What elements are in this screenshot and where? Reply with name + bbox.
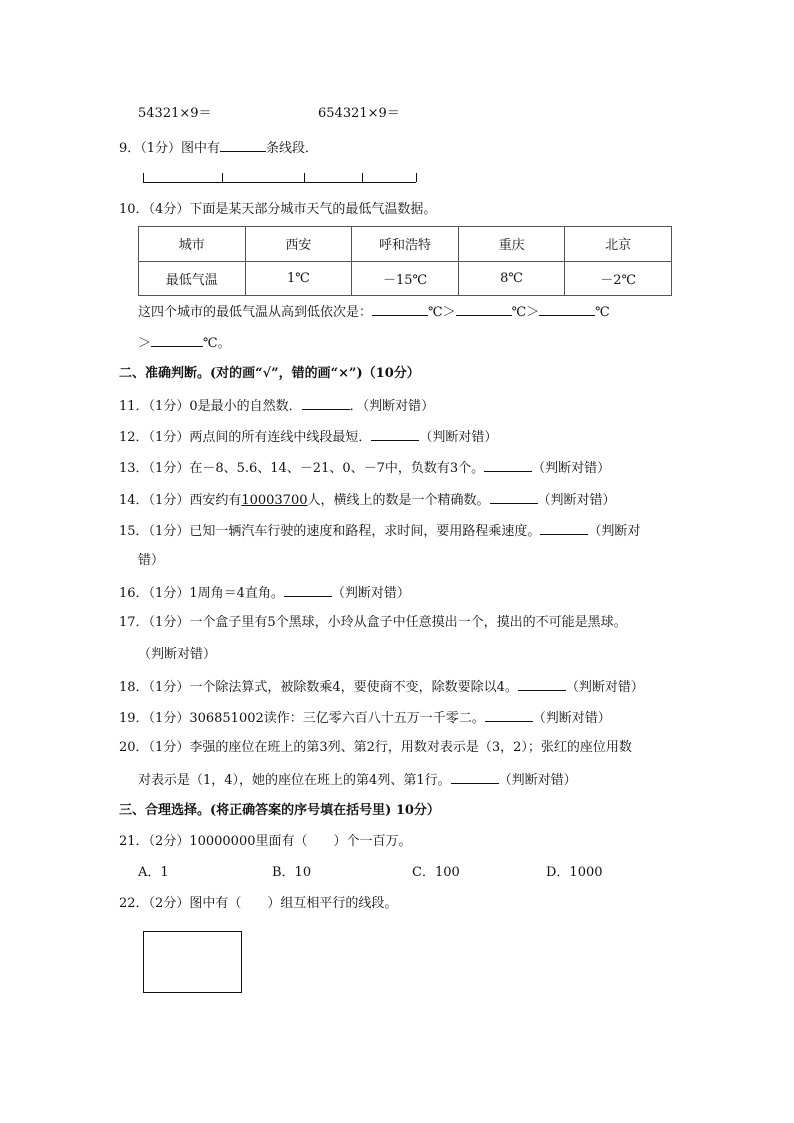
table-cell: 城市 [139, 227, 246, 262]
table-cell: 最低气温 [139, 261, 246, 296]
section-2-title: 二、准确判断。(对的画“√”，错的画“×”)（10分） [119, 366, 420, 381]
q15-text: 15．（1分）已知一辆汽车行驶的速度和路程，求时间，要用路程乘速度。 [119, 524, 541, 539]
q19-text: 19．（1分）306851002读作：三亿零六百八十五万一千零二。 [119, 711, 485, 726]
q21-option-d[interactable]: D．1000 [546, 865, 603, 880]
q14-answer-blank[interactable] [490, 490, 538, 504]
unit-text: ＞ [138, 336, 152, 351]
segment-tick [416, 173, 417, 182]
question-10: 10．（4分）下面是某天部分城市天气的最低气温数据。 [119, 202, 437, 217]
table-cell: 8℃ [458, 261, 565, 296]
expression-2: 654321×9＝ [318, 106, 400, 121]
question-18 [119, 677, 644, 697]
section-3-title: 三、合理选择。(将正确答案的序号填在括号里) 10分） [119, 803, 440, 818]
table-cell: 北京 [565, 227, 672, 262]
table-cell: －15℃ [352, 261, 459, 296]
segment-tick [304, 173, 305, 182]
question-12 [119, 427, 497, 447]
q16-answer-blank[interactable] [284, 583, 332, 597]
q19-text-post: （判断对错） [532, 711, 611, 726]
segment-line [143, 182, 416, 183]
question-13 [119, 458, 610, 478]
q16-text-post: （判断对错） [331, 586, 410, 601]
q10-answer-line-1 [138, 302, 610, 322]
table-header-row [139, 227, 672, 262]
question-15 [119, 521, 640, 541]
q14-text-mid: 人，横线上的数是一个精确数。 [307, 493, 490, 508]
q20-text-post: （判断对错） [498, 773, 577, 788]
unit-text: ℃ [595, 305, 610, 320]
segment-tick [222, 173, 223, 182]
q18-answer-blank[interactable] [518, 677, 566, 691]
q9-text-post: 条线段． [266, 141, 319, 156]
expression-1: 54321×9＝ [138, 106, 212, 121]
question-9 [119, 138, 318, 158]
question-16 [119, 583, 410, 603]
q20-answer-blank[interactable] [451, 770, 499, 784]
q11-text: 11．（1分）0是最小的自然数． [119, 399, 302, 414]
q21-option-a[interactable]: A．1 [138, 865, 169, 880]
question-11 [119, 396, 434, 416]
q10-blank-2[interactable] [456, 302, 512, 316]
table-cell: 呼和浩特 [352, 227, 459, 262]
question-19 [119, 708, 611, 728]
unit-text: ℃＞ [511, 305, 540, 320]
table-cell: －2℃ [565, 261, 672, 296]
q10-answer-line-2 [138, 333, 231, 353]
q16-text: 16．（1分）1周角＝4直角。 [119, 586, 284, 601]
question-20: 20．（1分）李强的座位在班上的第3列、第2行，用数对表示是（3，2）；张红的座位用数 [119, 740, 632, 755]
q20-line-2 [138, 770, 577, 790]
q21-option-c[interactable]: C．100 [412, 865, 460, 880]
question-17: 17．（1分）一个盒子里有5个黑球，小玲从盒子中任意摸出一个，摸出的不可能是黑球。 [119, 615, 627, 630]
q15-text-post: （判断对 [588, 524, 641, 539]
q9-answer-blank[interactable] [220, 138, 266, 152]
q10-answer-intro: 这四个城市的最低气温从高到低依次是： [138, 305, 373, 320]
q19-answer-blank[interactable] [485, 708, 533, 722]
q22-rectangle-figure [143, 931, 242, 993]
question-14 [119, 490, 616, 510]
q18-text-post: （判断对错） [565, 680, 644, 695]
table-cell: 1℃ [245, 261, 352, 296]
table-cell: 重庆 [458, 227, 565, 262]
q15-line-2: 错） [138, 553, 165, 568]
table-row [139, 261, 672, 296]
segment-tick [143, 173, 144, 182]
temperature-table [138, 226, 672, 296]
q13-text: 13．（1分）在－8、5.6、14、－21、0、－7中，负数有3个。 [119, 461, 485, 476]
q9-text-pre: 9．（1分）图中有 [119, 141, 221, 156]
q10-blank-1[interactable] [372, 302, 428, 316]
q12-text-post: （判断对错） [419, 430, 498, 445]
q11-answer-blank[interactable] [302, 396, 350, 410]
q12-text: 12．（1分）两点间的所有连线中线段最短． [119, 430, 372, 445]
question-22: 22．（2分）图中有（ ）组互相平行的线段。 [119, 896, 398, 911]
question-21: 21．（2分）10000000里面有（ ）个一百万。 [119, 834, 412, 849]
q13-answer-blank[interactable] [484, 458, 532, 472]
q12-answer-blank[interactable] [371, 427, 419, 441]
table-cell: 西安 [245, 227, 352, 262]
q10-blank-4[interactable] [151, 333, 203, 347]
q14-text: 14．（1分）西安约有 [119, 493, 242, 508]
unit-text: ℃＞ [428, 305, 456, 320]
q21-option-b[interactable]: B．10 [272, 865, 312, 880]
unit-text: ℃。 [203, 336, 231, 351]
q11-text-post: ．（判断对错） [349, 399, 435, 414]
q17-line-2: （判断对错） [138, 647, 217, 662]
q18-text: 18．（1分）一个除法算式，被除数乘4，要使商不变，除数要除以4。 [119, 680, 518, 695]
q13-text-post: （判断对错） [532, 461, 611, 476]
q15-answer-blank[interactable] [540, 521, 588, 535]
q14-underlined-number: 10003700 [241, 493, 308, 508]
q10-blank-3[interactable] [539, 302, 595, 316]
q20-text: 对表示是（1，4），她的座位在班上的第4列、第1行。 [138, 773, 451, 788]
q14-text-post: （判断对错） [537, 493, 616, 508]
segment-tick [362, 173, 363, 182]
